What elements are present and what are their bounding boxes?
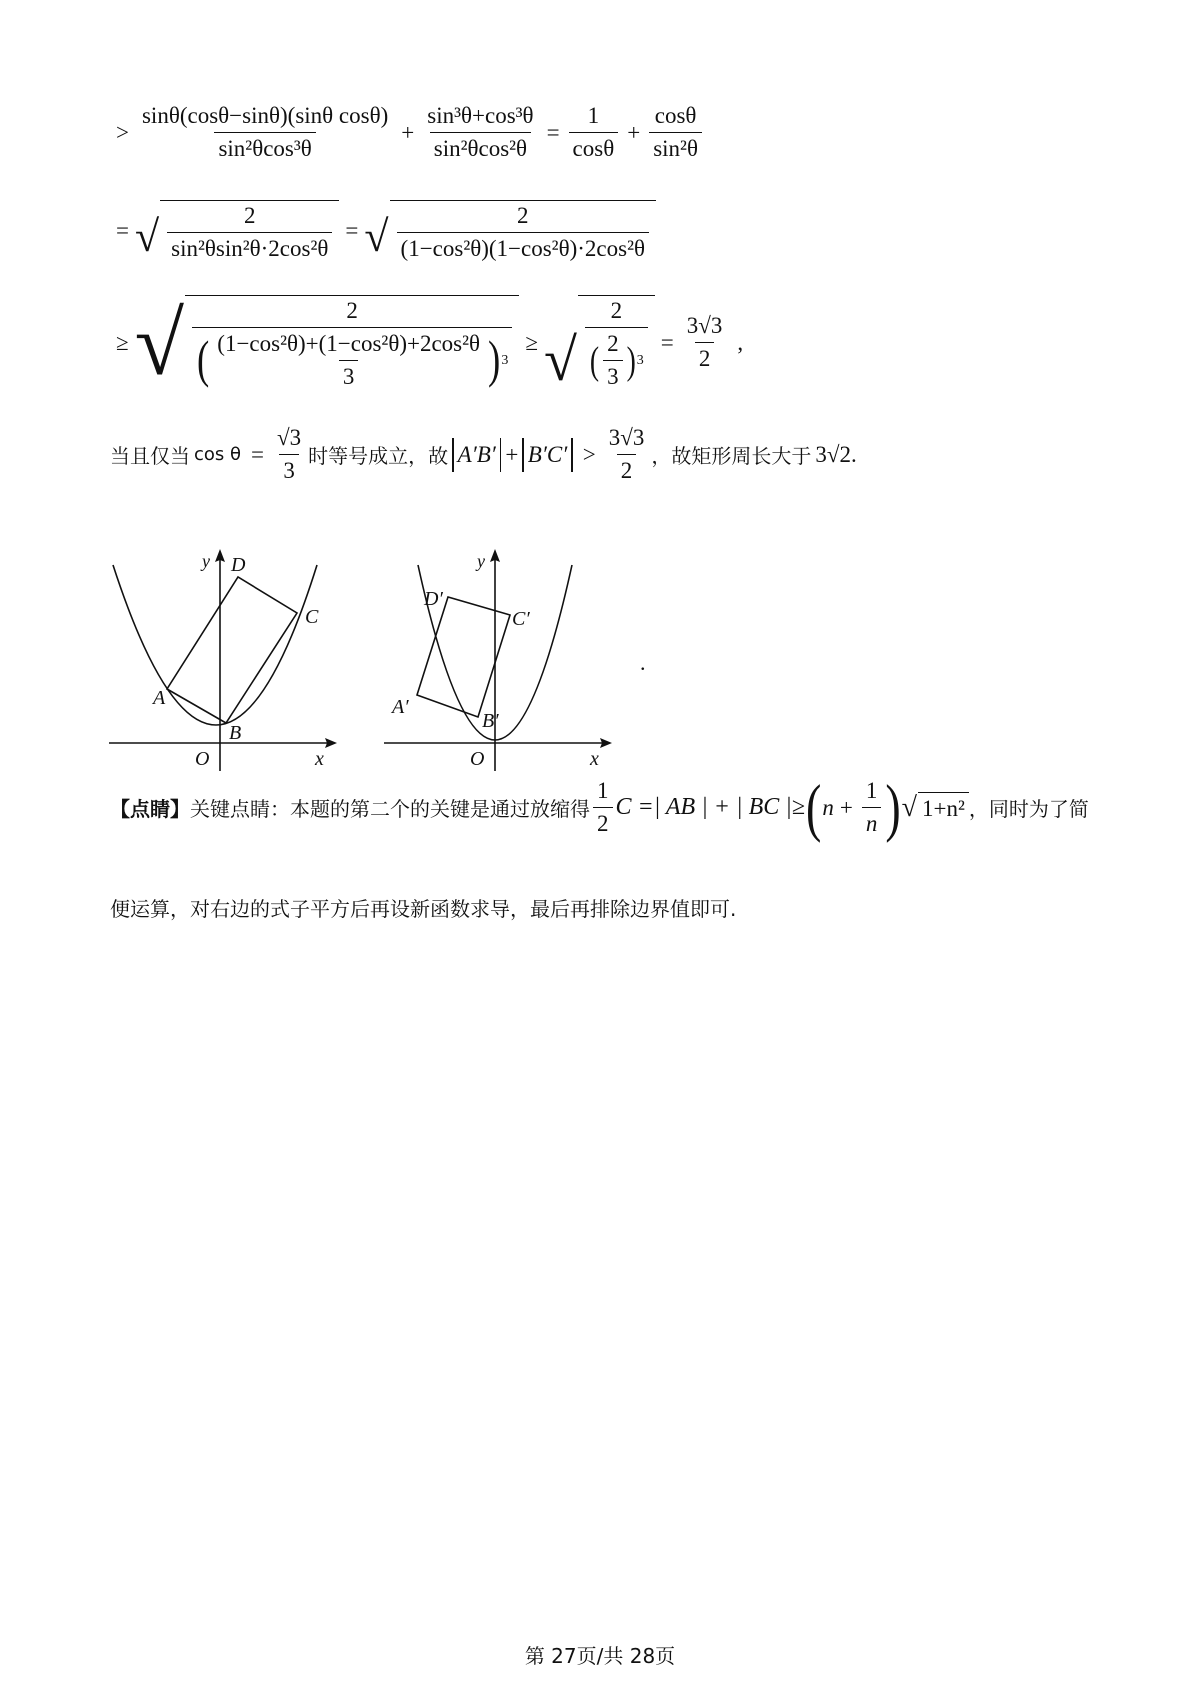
label-B-prime: B′ [482, 710, 499, 732]
sqrt-1 [135, 200, 339, 262]
label-D: D [231, 554, 246, 576]
segment-BC-prime: B′C′ [527, 441, 568, 467]
rectangle-ABCD-prime [417, 597, 510, 717]
result-fraction [605, 425, 649, 484]
fraction-2 [423, 103, 537, 162]
figure-1-parabola-rectangle [105, 545, 345, 775]
equation-line-3 [110, 295, 744, 394]
text-equality-holds: 时等号成立，故 [308, 444, 449, 468]
equals-symbol: = [660, 329, 674, 355]
radical-sign: √ [543, 327, 577, 393]
result-numerator: 3√3 [686, 313, 723, 338]
figure-trailing-period: . [640, 650, 646, 675]
segment-AB-prime: A′B′ [457, 441, 496, 467]
sqrt-3-denominator: ( $\frac{\text{(1−cos²θ)+(1−cos²θ)+2cos²θ}}{3}$ ) 3 [192, 327, 512, 390]
radical-sign: √ [901, 791, 918, 823]
figure-2-parabola-rectangle [380, 545, 620, 775]
sqrt-2-fraction [397, 203, 649, 262]
page-footer: 第 27页/共 28页 [524, 1644, 676, 1668]
fraction-4 [649, 103, 702, 162]
key-point-text-2: ，同时为了简 [968, 797, 1089, 821]
sqrt-2-denominator: (1−cos²θ)(1−cos²θ)·2cos²θ [397, 232, 649, 262]
label-C: C [305, 606, 319, 628]
two-thirds-den: 3 [603, 360, 623, 390]
cos-theta: cos θ [194, 444, 242, 465]
inner-denominator: 3 [339, 360, 359, 390]
sqrt-3 [134, 295, 520, 394]
label-A-prime: A′ [392, 696, 409, 718]
var-n: n [822, 794, 834, 820]
equals-symbol-2: = [345, 218, 359, 243]
label-C-prime: C′ [512, 608, 530, 630]
label-O: O [195, 748, 210, 770]
left-paren: ( [806, 771, 822, 843]
plus-symbol: + [839, 794, 853, 820]
label-x: x [315, 748, 324, 770]
equation-line-1 [110, 103, 705, 162]
result-numerator: 3√3 [608, 425, 645, 450]
plus-symbol: + [401, 119, 415, 145]
ge-symbol: ≥ [116, 329, 129, 355]
text-perimeter-greater: ，故矩形周长大于 [651, 444, 812, 468]
result-denominator: 2 [695, 342, 715, 372]
label-y: y [477, 551, 485, 571]
key-point-line-2: 便运算，对右边的式子平方后再设新函数求导，最后再排除边界值即可. [110, 897, 737, 921]
sqrt-4 [543, 295, 655, 393]
ge-symbol-2: ≥ [525, 329, 538, 355]
sqrt-3-numerator: 2 [346, 298, 358, 323]
equals-symbol: = [546, 119, 560, 145]
key-point-line [110, 771, 1089, 843]
label-A: A [153, 687, 166, 709]
one-half-den: 2 [593, 807, 613, 837]
plus-symbol-2: + [627, 119, 641, 145]
sqrt3-denominator: 3 [279, 454, 299, 484]
label-x: x [590, 748, 599, 770]
one-over-n-num: 1 [865, 778, 878, 803]
inner-numerator: (1−cos²θ)+(1−cos²θ)+2cos²θ [217, 331, 481, 356]
label-y: y [202, 551, 210, 571]
sqrt-4-denominator: ( $\frac{2}{3}$ ) 3 [585, 327, 648, 390]
text-when-and-only-when: 当且仅当 [110, 444, 190, 468]
abs-bar [500, 438, 502, 472]
two-thirds [603, 331, 623, 390]
label-D-prime: D′ [424, 588, 443, 610]
comma: , [737, 329, 744, 355]
fraction-4-denominator: sin²θ [649, 132, 702, 162]
two-thirds-num: 2 [607, 331, 619, 356]
one-half [593, 778, 613, 837]
right-paren: ) [488, 330, 501, 388]
equality-condition-line [110, 425, 857, 484]
label-B: B [229, 722, 242, 744]
fraction-1-denominator: sin²θcos³θ [214, 132, 315, 162]
fraction-2-denominator: sin²θcos²θ [430, 132, 531, 162]
one-half-num: 1 [597, 778, 609, 803]
radical-sign: √ [134, 295, 185, 394]
result-fraction [683, 313, 727, 372]
plus-symbol: + [505, 441, 519, 467]
equation-line-2 [110, 200, 656, 262]
equals-symbol: = [116, 218, 129, 243]
sqrt-2 [364, 200, 656, 262]
rectangle-ABCD [167, 577, 297, 723]
fraction-3-numerator: 1 [587, 103, 600, 128]
key-point-text: 关键点睛：本题的第二个的关键是通过放缩得 [190, 797, 590, 821]
gt-symbol: > [582, 441, 596, 467]
sqrt-4-fraction [585, 298, 648, 390]
gt-symbol: > [116, 119, 129, 145]
fraction-3 [569, 103, 619, 162]
result-denominator: 2 [617, 454, 637, 484]
sqrt3-numerator: √3 [277, 425, 302, 450]
inner-fraction [213, 331, 484, 390]
one-over-n [862, 778, 882, 837]
right-paren: ) [885, 771, 901, 843]
abs-bar [522, 438, 524, 472]
abs-bar [452, 438, 454, 472]
period: . [850, 441, 857, 467]
equals-symbol: = [251, 441, 265, 467]
label-O: O [470, 748, 485, 770]
fraction-4-numerator: cosθ [654, 103, 697, 128]
sqrt-1-fraction [167, 203, 332, 262]
sqrt-1-numerator: 2 [244, 203, 256, 228]
abs-bar [571, 438, 573, 472]
fraction-3-denominator: cosθ [569, 132, 619, 162]
fraction-1-numerator: sinθ(cosθ−sinθ)(sinθ cosθ) [141, 103, 389, 128]
fraction-2-numerator: sin³θ+cos³θ [427, 103, 534, 128]
sqrt-4-numerator: 2 [610, 298, 623, 323]
sqrt-1-plus-n2 [902, 792, 969, 824]
left-paren: ( [197, 330, 210, 388]
key-point-tag: 【点睛】 [110, 797, 190, 821]
sqrt-3-fraction [192, 298, 512, 390]
sqrt-1-denominator: sin²θsin²θ·2cos²θ [167, 232, 332, 262]
right-paren: ) [626, 338, 636, 382]
radical-sign: √ [134, 212, 160, 261]
radical-sign: √ [364, 212, 389, 261]
perimeter-value: 3√2 [815, 441, 851, 467]
perimeter-formula: C =| AB | + | BC |≥ [615, 794, 806, 820]
parabola [113, 565, 317, 725]
fraction-1 [138, 103, 392, 162]
sqrt-2-numerator: 2 [517, 203, 529, 228]
left-paren: ( [589, 338, 600, 382]
one-over-n-den: n [862, 807, 882, 837]
sqrt3-over-3 [273, 425, 305, 484]
sqrt-body: 1+n² [918, 792, 969, 824]
